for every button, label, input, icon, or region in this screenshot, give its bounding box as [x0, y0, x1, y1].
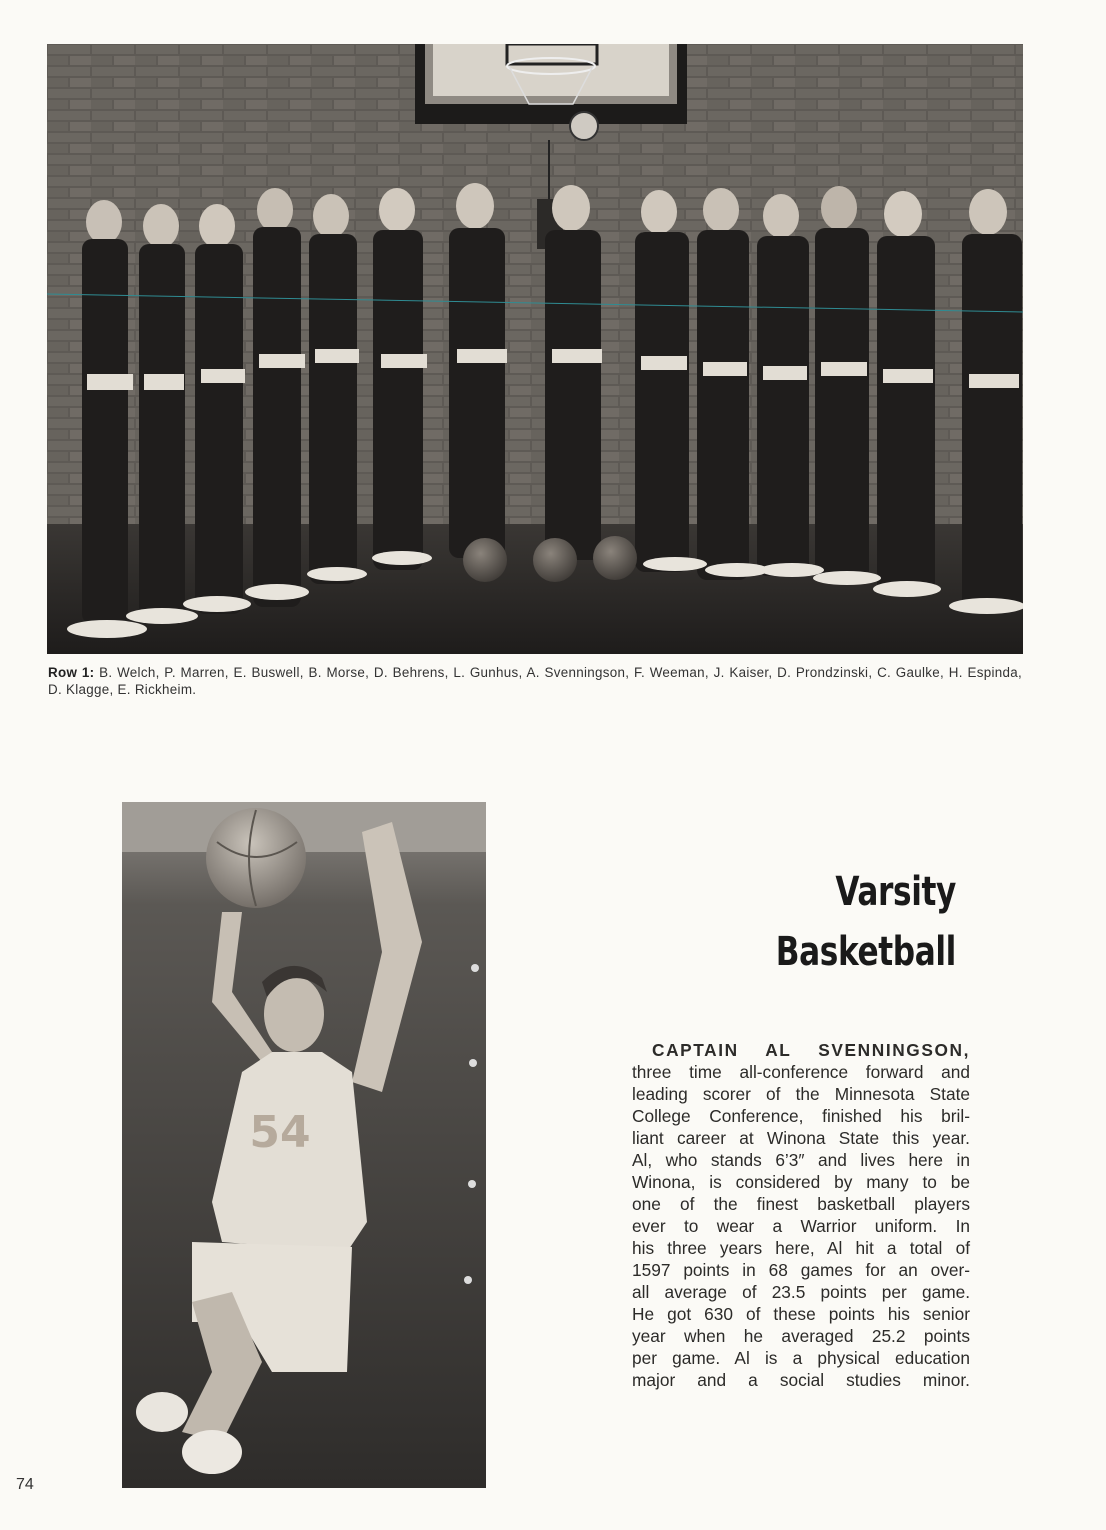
team-photo-caption: [48, 664, 1022, 698]
page-number: 74: [16, 1476, 34, 1493]
article-line: three time all-conference forward and: [632, 1062, 970, 1082]
article-line: 1597 points in 68 games for an over-: [632, 1260, 970, 1280]
article-line: He got 630 of these points his senior: [632, 1304, 970, 1324]
action-photo: [122, 802, 486, 1488]
article-body: [632, 1039, 970, 1391]
article-line: ever to wear a Warrior uniform. In: [632, 1216, 970, 1236]
article-line: leading scorer of the Minnesota State: [632, 1084, 970, 1104]
article-line: College Conference, finished his bril-: [632, 1106, 970, 1126]
article-line: Al, who stands 6’3″ and lives here in: [632, 1150, 970, 1170]
action-photo-image: [122, 802, 486, 1488]
team-photo-image: [47, 44, 1023, 654]
caption-row-label: Row 1:: [48, 665, 95, 680]
page-title: Varsity Basketball: [775, 869, 956, 975]
article-line: major and a social studies minor.: [632, 1370, 970, 1390]
article-line: his three years here, Al hit a total of: [632, 1238, 970, 1258]
article-line: year when he averaged 25.2 points: [632, 1326, 970, 1346]
article-lead: [632, 1039, 970, 1061]
article-line: liant career at Winona State this year.: [632, 1128, 970, 1148]
article-line: per game. Al is a physical education: [632, 1348, 970, 1368]
article-lead-text: CAPTAIN AL SVENNINGSON,: [652, 1040, 970, 1060]
caption-names: B. Welch, P. Marren, E. Buswell, B. Morse, D. Behrens, L. Gunhus, A. Svenningson, F. Weeman, J. Kaiser, D. Prondzinski, C. Gaulke, H. Espinda, D. Klagge, E. Rickheim.: [48, 665, 1022, 697]
article-line: one of the finest basketball players: [632, 1194, 970, 1214]
article-line: all average of 23.5 points per game.: [632, 1282, 970, 1302]
jersey-number: 54: [249, 1107, 311, 1158]
team-photo: [47, 44, 1023, 654]
article-line: Winona, is considered by many to be: [632, 1172, 970, 1192]
